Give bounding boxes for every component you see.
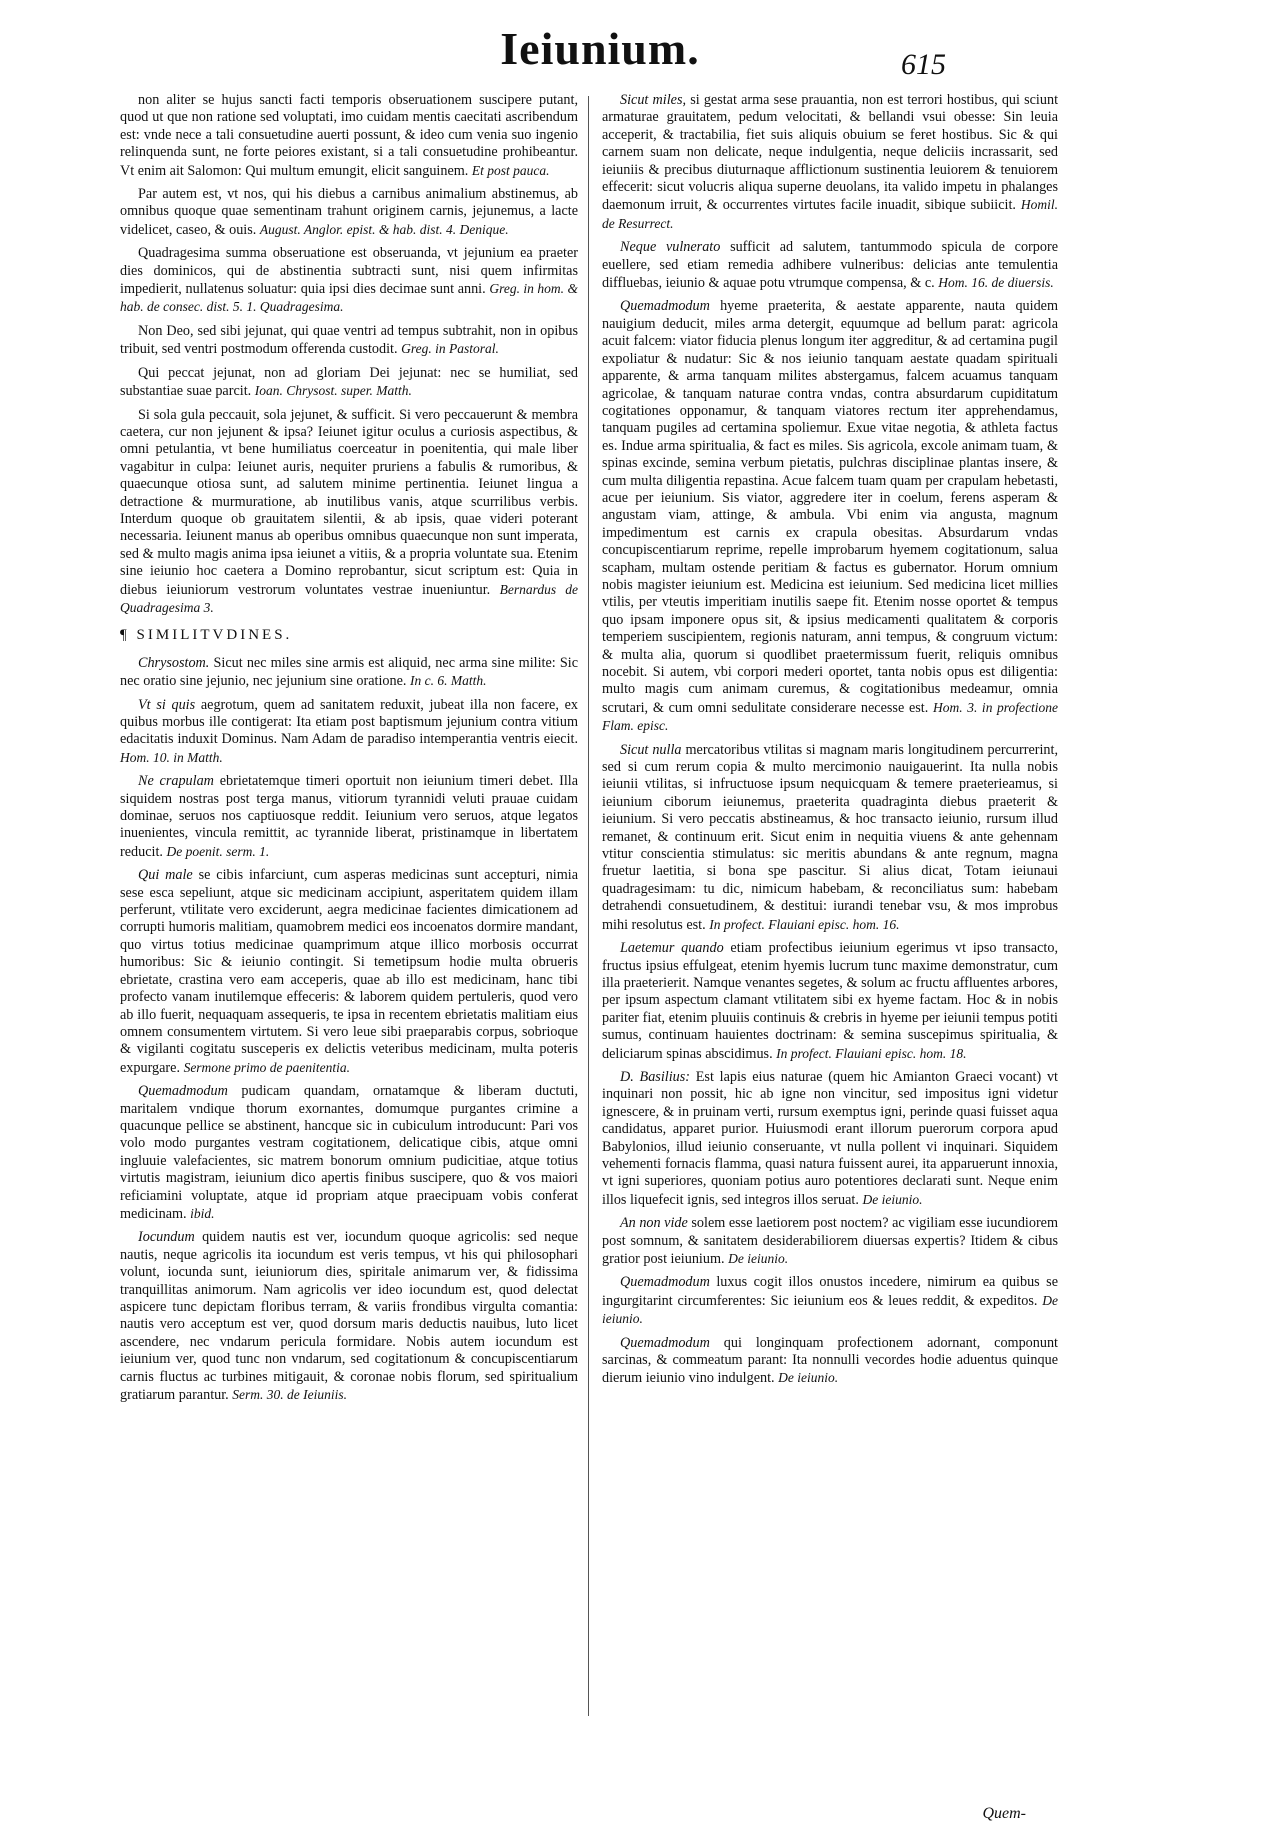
paragraph: Laetemur quando etiam profectibus ieiunium egerimus vt ipso transacto, fructus ipsius effulgeat, etenim hyemis lucrum tunc maxime demonstratur, cum illa praeterierit. Namque venantes segetes, & solum ac fructu affluentes arbores, per ipsum aspectum clamant vtilitatem sibi ex hyeme factam. Hoc & in nobis pariter fiat, etenim pluuiis continuis & crebris in hyeme per ieiunii tempus potiti sumus, continuam hauientes doctrinam: & semina suscepimus spiritualia, & deliciarum spinas abscidimus. In profect. Flauiani episc. hom. 18. bbox=[602, 940, 1058, 1062]
paragraph: Qui peccat jejunat, non ad gloriam Dei jejunat: nec se humiliat, sed substantiae suae parcit. Ioan. Chrysost. super. Matth. bbox=[120, 364, 578, 400]
catchword: Quem- bbox=[982, 1805, 1026, 1822]
paragraph: Quemadmodum luxus cogit illos onustos incedere, nimirum ea quibus se ingurgitarint circumferentes: Sic ieiunium eos & leues reddit, & expeditos. De ieiunio. bbox=[602, 1274, 1059, 1327]
paragraph: Sicut miles, si gestat arma sese prauantia, non est terrori hostibus, qui sciunt armaturae grauitatem, pedum velocitati, & bellandi vsui obesse: Sin leuia acceperit, & tractabilia, fiet suis aliquis obuium se feret hostibus. Sic & qui carnem suam non delicate, neque indulgentia, neque deliciis incrassarit, sed ieiuniis & precibus diuturnaque afflictionum sustinentia leuiorem & tenuiorem effecerit: sicut volucris aliqua superne deuolans, ita valido impetu in phalanges daemonum irruit, & occurrentes virtutes facile inuadit, sibique subiicit. Homil. de Resurrect. bbox=[602, 92, 1059, 231]
paragraph: Par autem est, vt nos, qui his diebus a carnibus animalium abstinemus, ab omnibus quoque quae sementinam trahunt originem carnis, jejunemus, a lacte videlicet, caseo, & ouis. August. Anglor. epist. & hab. dist. 4. Denique. bbox=[120, 186, 578, 238]
paragraph: Neque vulnerato sufficit ad salutem, tantummodo spicula de corpore euellere, sed etiam remedia adhibere vulneribus: delicias ante temulentia diffluebas, ieiunio & aquae potu vtrumque compensa, & c. Hom. 16. de diuersis. bbox=[602, 239, 1058, 292]
paragraph: Iocundum quidem nautis est ver, iocundum quoque agricolis: sed neque nautis, neque agricolis ita iocundum est veris tempus, vt his qui philosophari volunt, iocunda sunt, ieiuniorum dies, spiritale animarum ver, & fidissima tranquillitas animorum. Nam agricolis ver ideo iocundum est, quod delectat aspicere tunc depictam floribus terram, & variis frondibus virgulta comantia: nautis vero acceptum est ver, quod dorsum maris deductis nauibus, luto licet ascendere, nec vndarum pericula formidare. Nobis autem iocundum est ieiunium ver, quod tunc non vndarum, sed cogitationum & concupiscentiarum carnis fluctus ac turbines mitigauit, & coronae nobis florum, sed spiritualium gratiarum parantur. Serm. 30. de Ieiuniis. bbox=[120, 1229, 579, 1404]
paragraph: Vt si quis aegrotum, quem ad sanitatem reduxit, jubeat illa non facere, ex quibus morbus ille contigerat: Ita etiam post baptismum jejunium contra vitium edacitatis induxit Dominus. Nam Adam de paradiso intemperantia ventris eiecit. Hom. 10. in Matth. bbox=[120, 696, 579, 765]
paragraph: Quadragesima summa obseruatione est obseruanda, vt jejunium ea praeter dies dominicos, qui de abstinentia subtracti sunt, nisi quem infirmitas impedierit, nullatenus soluatur: quia ipsi dies decimae sunt anni. Greg. in hom. & hab. de consec. dist. 5. 1. Quadragesima. bbox=[120, 245, 579, 315]
paragraph: Qui male se cibis infarciunt, cum asperas medicinas sunt accepturi, nimia sese esca sepeliunt, atque sic medicinam accipiunt, asperitatem quidem illam perferunt, vtilitate vero exciderunt, aegra medicinae facientes dimicationem ad corrupti humoris malitiam, quamobrem medici eos incoenatos dormire mandant, quo virtus totius medicinae quamprimum atque illico morbosis occurrat humoribus: Sic & ieiunio contingit. Si temetipsum hodie multa obrueris ebrietate, crastina vero eam acceperis, quae ab illo est medicinam, hanc tibi profecto vanam inutilemque effeceris: & laborem quidem pertuleris, quod vero ab illo fuerit, nequaquam assequeris, te ipsa in recentem ebrietatis malitiam eius omnem consumentem virtutem. Si vero leue sibi praeparabis corpus, sobrioque & vigilanti cogitatu susceperis ex delictis veteribus medicinam, multa poteris expurgare. Sermone primo de paenitentia. bbox=[120, 867, 579, 1076]
paragraph: Si sola gula peccauit, sola jejunet, & sufficit. Si vero peccauerunt & membra caetera, cur non jejunent & ipsa? Ieiunet igitur oculus a curiosis aspectibus, & omni petulantia, vt bene humiliatus coerceatur in poenitentia, qui male liber vagabitur in culpa: Ieiunet auris, nequiter pruriens a fabulis & rumoribus, & quaecunque otiosa sunt, ad salutem minime pertinentia. Ieiunet lingua a detractione & murmuratione, ab inutilibus vanis, atque scurrilibus verbis. Interdum quoque ob grauitatem silentii, & ab ipsis, quae videri poterant necessaria. Ieiunent manus ab operibus omnibus quaecunque non sunt imperata, sed & multo magis anima ipsa ieiunet a vitiis, & a propria voluntate sua. Etenim sine ieiunio hoc caetera a Domino reprobantur, sicut scriptum est: Quia in diebus ieiuniorum vestrorum voluntates vestrae inueniuntur. Bernardus de Quadragesima 3. bbox=[120, 406, 578, 615]
paragraph: Non Deo, sed sibi jejunat, qui quae ventri ad tempus subtrahit, non in opibus tribuit, sed ventri postmodum offerenda custodit. Greg. in Pastoral. bbox=[120, 322, 578, 358]
right-column bbox=[602, 92, 1058, 1394]
paragraph: An non vide solem esse laetiorem post noctem? ac vigiliam esse iucundiorem post somnum, & sanitatem desiderabiliorem diuersas expertis? Itidem & cibus gratior post ieiunium. De ieiunio. bbox=[602, 1215, 1059, 1267]
running-head: Ieiunium. bbox=[500, 23, 700, 74]
paragraph: non aliter se hujus sancti facti temporis obseruationem suscipere putant, quod ut que non ratione sed voluptati, imo cuidam mentis caecitati ascribendum est: vnde nece a tali consuetudine auerti possunt, & ideo cum venia suo ingenio relinquenda sunt, ne forte peiores existant, si a tali consuetudine prohibeantur. Vt enim ait Salomon: Qui multum emungit, elicit sanguinem. Et post pauca. bbox=[120, 92, 578, 179]
paragraph: Quemadmodum pudicam quandam, ornatamque & liberam ductuti, maritalem vndique thorum exornantes, domumque purgantes crimine a quacunque pellice se abstinent, hancque sic in cubiculum introducunt: Pari vos volo modo purgantes vestram cogitationem, delicatique cibis, atque omni ingluuie valefacientes, sic matrem bonorum omnium pudicitiae, atque totius virtutis magistram, ieiunium dico apertis finibus suscipere, quo & vos maiori reficiamini voluptate, atque id propriam atque praecipuam vobis conferat medicinam. ibid. bbox=[120, 1083, 578, 1222]
paragraph: D. Basilius: Est lapis eius naturae (quem hic Amianton Graeci vocant) vt inquinari non possit, hic ab igne non vincitur, sed impositus igni videtur ignescere, & in pruinam verti, rursum exemptus igni, perinde quasi fuisset aqua candidatus, apparet purior. Huiusmodi erant illorum puerorum corpora apud Babylonios, illud ieiunio conseruante, vt nulla pollent vi inquinari. Siquidem vehementi fornacis flamma, quasi natura fuissent aurei, ita apparuerunt innoxia, vt igni superiores, quoniam potius auro potentiores declarati sunt. Neque enim illos liquefecit ignis, sed integros illos seruat. De ieiunio. bbox=[602, 1068, 1058, 1208]
paragraph: Quemadmodum qui longinquam profectionem adornant, componunt sarcinas, & commeatum parant: Ita nonnulli vecordes hodie aduentus quinque dierum ieiunio vino indulgent. De ieiunio. bbox=[602, 1334, 1059, 1387]
left-column bbox=[120, 92, 578, 1410]
page-number: 615 bbox=[901, 48, 946, 81]
section-heading: ¶ SIMILITVDINES. bbox=[120, 627, 293, 644]
paragraph: Ne crapulam ebrietatemque timeri oportuit non ieiunium timeri debet. Illa siquidem nostras post terga manus, vitiorum tyrannidi veluti prauae cuidam dominae, seruos nos captiuosque reddit. Ieiunium vero seruos, atque legatos inuenientes, vincula remittit, ac tyrannide liberat, pristinamque in libertatem reducit. De poenit. serm. 1. bbox=[120, 773, 579, 860]
paragraph: Sicut nulla mercatoribus vtilitas si magnam maris longitudinem percurrerint, sed si cum rerum copia & multo mercimonio nauigauerint. Ita nulla nobis ieiunii vtilitas, si infructuose ipsum nequicquam & temere praeterieamus, si ieiunium ciborum ieiunemus, praeterita quadraginta diebus praeterit & ieiunium. Si vero peccatis abstineamus, & hoc transacto ieiunio, rursum illud remanet, & continuum erit. Sicut enim in nequitia viuens & ante gehennam vtitur conscientia stimulatus: sic meritis abundans & ante regnum, magna fruetur laetitia, si bona spe pascitur. Si alius dicat, Totam ieiunaui quadragesimam: tu dic, nimicum habebam, & reconciliatus sum: habebam detrahendi consuetudinem, & destitui: iurandi tenebar vsu, & mos improbus mihi resolutus est. In profect. Flauiani episc. hom. 16. bbox=[602, 741, 1059, 933]
paragraph: Quemadmodum hyeme praeterita, & aestate apparente, nauta quidem nauigium deducit, miles arma detergit, equumque ad bellum parat: agricola acuit falcem: viator fiducia plenus longum iter aggreditur, & ad certamina pugil expoliatur & nudatur: Sic & nos ieiunio tanquam aestate quadam spirituali apparente, & arma tanquam milites abstergamus, falcem acuamus tanquam agricolae, & tanquam naturae contra vndas, contra absurdarum cupiditatum cogitationes opponamur, & tanquam viatores rectum iter apprehendamus, tanquam pugiles ad certamina spoliemur. Exue vitae negotia, & athleta factus es. Indue arma spiritualia, & fact es miles. Sis agricola, excole animam tuam, & spinas excinde, semina verbum pietatis, pulchras disciplinae plantas insere, & cum multa diligentia repastina. Acue falcem tuam quam per crapulam hebetasti, acue per ieiunium. Sis viator, aggredere iter in coelum, ferens asperam & angustam viam, attinge, & ambula. Vbi enim via angusta, magnum impedimentum est carnis ex crapula obesitas. Absurdarum vndas concupiscentiarum reprime, repelle improbarum hyemem cogitationum, salua scapham, multam ostende peritiam & factus es gubernator. Horum omnium nobis magister ieiunium est. Medicina est ieiunium. Sed medicina licet millies vtilis, per vteutis imperitiam inutilis saepe fit. Etenim nosse oportet & tempus quo ipsam imponere opus sit, & ipsius medicamenti qualitatem & corporis temperiem suscipientem, regionis naturam, anni tempus, & congruum victum: & multa alia, quorum si quodlibet praetermissum fuerit, reliquis omnibus nocebit. Si autem, vbi corpori mederi oportet, tanta nobis opus est diligentia: multo magis cum animam curemus, & cogitationibus medeamur, omnia scrutari, & cum omni sedulitate considerare necesse est. Hom. 3. in profectione Flam. episc. bbox=[602, 298, 1058, 734]
paragraph: Chrysostom. Sicut nec miles sine armis est aliquid, nec arma sine milite: Sic nec oratio sine jejunio, nec jejunium sine oratione. In c. 6. Matth. bbox=[120, 654, 579, 690]
column-divider bbox=[588, 96, 589, 1716]
